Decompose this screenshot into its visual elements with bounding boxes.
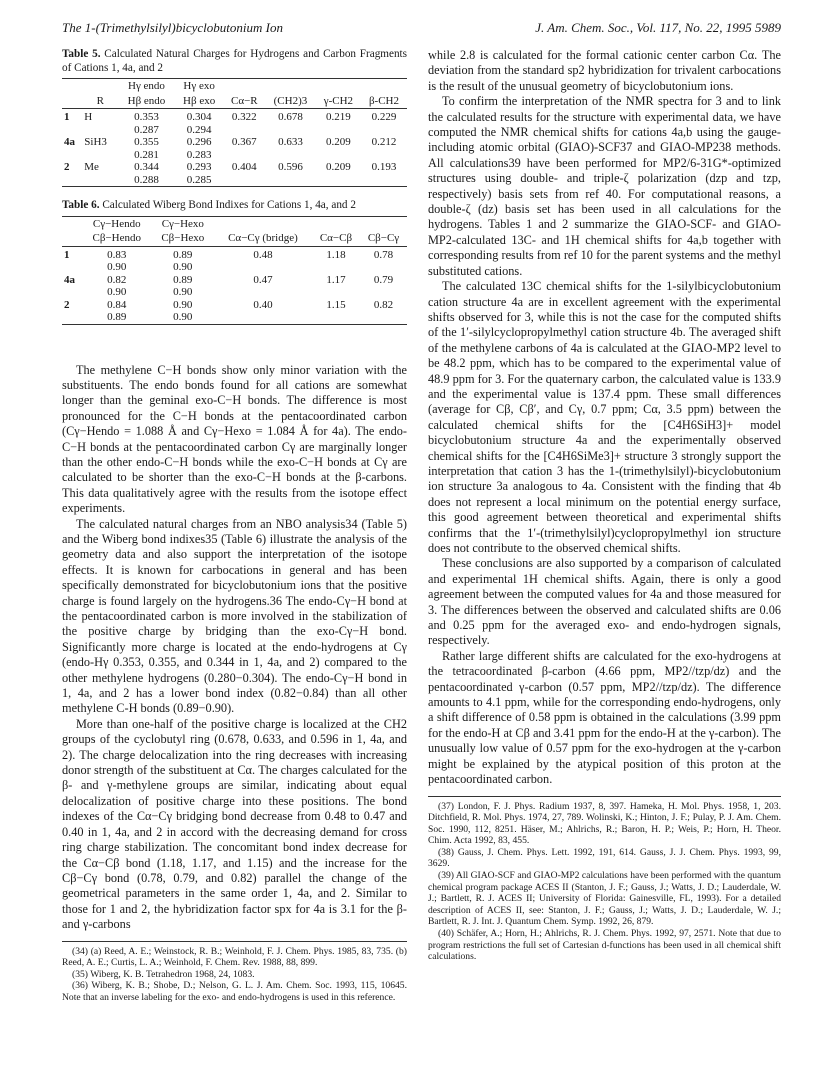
table5-header-cell bbox=[224, 79, 265, 94]
body-paragraph: The methylene C−H bonds show only minor variation with the substituents. The endo bonds found for all cations are somewhat longer than the geminal exo-C−H bonds. The difference is most pronounced for the C−H bonds at the pentacoordinated carbon (Cγ−Hendo = 1.088 Å and Cγ−Hexo = 1.084 Å for 4a). The endo-C−H bonds at the pentacoordinated carbon Cγ are marginally longer than the other endo-C−H bonds while the exo-C−H bonds at Cγ are calculated to be shorter than the exo-C−H bonds at the β-carbons. This data qualitatively agree with the results from the isotope effect experiments. bbox=[62, 362, 407, 516]
table6-cell: 1 bbox=[64, 248, 70, 261]
table5-header-cell: Hβ endo bbox=[118, 94, 174, 109]
table5-header-cell bbox=[316, 79, 361, 94]
footnote: (37) London, F. J. Phys. Radium 1937, 8, 397. Hameka, H. Mol. Phys. 1958, 1, 203. Ditchfield, R. Mol. Phys. 1974, 27, 789. Wolinski, K.; Hinton, J. F.; Pulay, P. J. Am. Chem. Soc. 1990, 112, 8251. Häser, M.; Ahlrichs, R.; Baron, H. P.; Weis, P.; Horn, H. Theor. Chim. Acta 1992, 83, 455. bbox=[428, 800, 781, 847]
table6-cell: 0.83 bbox=[107, 248, 127, 261]
table6-cell: 0.82 bbox=[107, 273, 127, 286]
table-row bbox=[62, 274, 407, 287]
table5-cell bbox=[316, 124, 361, 137]
table6-cell bbox=[360, 286, 407, 299]
table5-cell: 0.287 bbox=[134, 123, 159, 136]
table5-cell: 0.344 bbox=[134, 161, 159, 173]
table5-header-cell: β-CH2 bbox=[361, 94, 407, 109]
footnote: (38) Gauss, J. Chem. Phys. Lett. 1992, 191, 614. Gauss, J. J. Chem. Phys. 1993, 99, 3629. bbox=[428, 846, 781, 870]
table-row bbox=[62, 174, 407, 187]
table5-cell: SiH3 bbox=[84, 136, 107, 148]
table6-cell bbox=[214, 261, 312, 274]
footnote: (34) (a) Reed, A. E.; Weinstock, R. B.; Weinhold, F. J. Chem. Phys. 1985, 83, 735. (b) Reed, A. E.; Curtis, L. A.; Weinhold, F. Chem. Rev. 1988, 88, 899. bbox=[62, 945, 407, 969]
table5-cell: 0.294 bbox=[186, 123, 212, 136]
table-row bbox=[62, 261, 407, 274]
table6-cell: 0.78 bbox=[373, 248, 394, 261]
table6-cell bbox=[360, 311, 407, 324]
table5-cell: 0.678 bbox=[278, 111, 303, 123]
table5-cell: 0.353 bbox=[134, 111, 159, 123]
table6-cell: 0.82 bbox=[373, 298, 394, 311]
table5-cell: 4a bbox=[64, 136, 75, 148]
table5-cell: 0.283 bbox=[186, 148, 212, 161]
table6-cell: 2 bbox=[64, 298, 70, 311]
table6-header-cell bbox=[214, 216, 312, 231]
table-row bbox=[62, 109, 407, 124]
table5-cell bbox=[361, 149, 407, 162]
body-paragraph: while 2.8 is calculated for the formal cationic center carbon Cα. The deviation from the standard sp2 hybridization for trivalent carbocations is the result of the unusual geometry of bicyclobutonium ions. bbox=[428, 48, 781, 93]
table-row bbox=[62, 161, 407, 174]
table5-cell: 0.633 bbox=[278, 136, 303, 148]
table5-header-cell bbox=[62, 79, 82, 94]
table5-cell: 0.209 bbox=[326, 161, 351, 173]
table6-cell: 0.79 bbox=[373, 273, 394, 286]
table5-cell bbox=[316, 174, 361, 187]
table6-cell: 4a bbox=[64, 273, 75, 286]
body-paragraph: The calculated 13C chemical shifts for the 1-silylbicyclobutonium cation structure 4a are in excellent agreement with the experimental shifts observed for 3, while this is not the case for the computed shifts of the 1′-silylcyclopropylmethyl cation structure 4b. The averaged shift of the methylene carbons of 4a is calculated at the GIAO-MP2 level to be 48.2 ppm, which has to be compared to the experimental value of 48.9 ppm for 3. For the quaternary carbon, the calculated value is 133.9 and the experimental value is 137.4 ppm. These small differences (average for Cβ, Cβ′, and Cγ, 0.7 ppm; Cα, 3.5 ppm) between the calculated chemical shifts for the [C4H6SiH3]+ model bicyclobutonium structure 4a and the experimentally observed chemical shifts for the [C4H6SiMe3]+ structure 3 strongly support the interpretation that cation 3 has the 1-(trimethylsilyl)-bicyclobutonium ion structure 3a analogous to 4a. Consistent with the finding that 4b does not represent a local minimum on the potential energy surface, this good agreement between theoretical and experimental shifts confirms that the 1′-(trimethylsilyl)cyclopropylmethyl ion structure does not contribute to the observed chemical shifts. bbox=[428, 279, 781, 555]
table6-cell: 1.15 bbox=[326, 298, 346, 311]
table-row bbox=[62, 299, 407, 312]
table-row bbox=[62, 246, 407, 261]
table5-cell: H bbox=[84, 111, 93, 123]
table6-header-cell: Cβ−Hexo bbox=[152, 231, 214, 246]
table5-caption bbox=[62, 48, 407, 75]
footnote-divider bbox=[428, 796, 781, 797]
body-paragraph: More than one-half of the positive charge is localized at the CH2 groups of the cyclobutyl ring (0.678, 0.633, and 0.596 in 1, 4a, and 2). The charge delocalization into the ring decreases with increasing donor strength of the substituent at Cα. The charges calculated for the β- and γ-methylene groups are similar, indicating about equal delocalization of positive charge into these positions. The bond indexes of the Cα−Cγ bridging bond decrease from 0.48 to 0.47 and 0.40 in 1, 4a, and 2 in accord with the decreasing demand for cross ring charge stabilization. The concomitant bond index decrease for the Cα−Cβ bond (1.18, 1.17, and 1.15) and the increase for the Cβ−Cγ bond (0.78, 0.79, and 0.82) parallel the change of the geometrical parameters in the same order 1, 4a, and 2. Similar to those for 1 and 2, the hybridization factor spx for 4a is 3.1 for the β- and γ-carbons bbox=[62, 716, 407, 932]
table6-cell: 1.18 bbox=[326, 248, 346, 261]
body-paragraph: The calculated natural charges from an NBO analysis34 (Table 5) and the Wiberg bond indixes35 (Table 6) illustrate the analysis of the geometry data and also support the interpretation of the isotope effects. It is known for carbocations in general and has been specifically demonstrated for bicyclobutonium ions that the positive charge is found largely on the hydrogens.36 The endo-Cγ−H bond at the pentacoordinated carbon is more involved in the stabilization of the positive charge by bridging than the exo-Cγ−H bond. Significantly more charge is located at the endo-hydrogens at Cγ (endo-Hγ 0.353, 0.355, and 0.344 in 1, 4a, and 2) compared to the other methylene hydrogens (0.280−0.304). The endo-Cγ−H bond in 1, 4a, and 2 has a lower bond index (0.82−0.84) than all other methylene C-H bonds (0.89−0.90). bbox=[62, 516, 407, 716]
table5-cell bbox=[224, 124, 265, 137]
table5-caption-text: Calculated Natural Charges for Hydrogens and Carbon Fragments of Cations 1, 4a, and 2 bbox=[62, 48, 408, 74]
table5-cell: 2 bbox=[64, 161, 70, 173]
table5-header-cell bbox=[265, 79, 316, 94]
table6-cell: 0.90 bbox=[152, 311, 214, 324]
table5-cell: 0.288 bbox=[118, 174, 174, 187]
table6-header-row-bottom bbox=[62, 231, 407, 246]
table5-cell bbox=[265, 149, 316, 162]
table6-header-cell: Cα−Cβ bbox=[312, 231, 360, 246]
table5 bbox=[62, 78, 407, 187]
table6-header-cell: Cβ−Hendo bbox=[82, 231, 152, 246]
table6-caption-label: Table 6. bbox=[62, 199, 100, 211]
table5-cell bbox=[265, 174, 316, 187]
table6-cell: 0.47 bbox=[253, 273, 273, 286]
table6-header-cell: Cα−Cγ (bridge) bbox=[214, 231, 312, 246]
table5-cell: 0.296 bbox=[186, 136, 212, 148]
table6-cell: 0.48 bbox=[253, 248, 273, 261]
table5-cell: 0.212 bbox=[371, 136, 397, 148]
table5-header-cell bbox=[82, 79, 118, 94]
table5-header-row-top bbox=[62, 79, 407, 94]
table5-cell bbox=[224, 174, 265, 187]
table5-cell bbox=[316, 149, 361, 162]
table5-cell bbox=[265, 124, 316, 137]
table6-header-cell: Cγ−Hexo bbox=[152, 216, 214, 231]
footnote: (36) Wiberg, K. B.; Shobe, D.; Nelson, G. L. J. Am. Chem. Soc. 1993, 115, 10645. Note that an inverse labeling for the exo- and endo-hydrogens is used in this reference. bbox=[62, 980, 407, 1003]
table-row bbox=[62, 149, 407, 162]
table6-header-cell: Cγ−Hendo bbox=[82, 216, 152, 231]
table5-cell bbox=[361, 174, 407, 187]
table5-cell: 0.229 bbox=[371, 111, 397, 123]
table6-cell: 1.17 bbox=[326, 273, 346, 286]
table5-header-cell: (CH2)3 bbox=[265, 94, 316, 109]
table6-cell: 0.89 bbox=[82, 311, 152, 324]
table5-cell bbox=[62, 174, 82, 187]
left-column bbox=[62, 48, 407, 1004]
table6-cell: 0.90 bbox=[173, 261, 193, 273]
table6-cell bbox=[62, 286, 82, 299]
table6-cell bbox=[62, 261, 82, 274]
footnote-divider bbox=[62, 941, 407, 942]
table-row bbox=[62, 311, 407, 324]
table5-cell bbox=[62, 124, 82, 137]
table6-header-row-top bbox=[62, 216, 407, 231]
table5-caption-label: Table 5. bbox=[62, 48, 101, 60]
running-head-citation: J. Am. Chem. Soc., Vol. 117, No. 22, 1995 5989 bbox=[535, 20, 781, 35]
table6-cell: 0.89 bbox=[173, 248, 193, 261]
table6-cell: 0.90 bbox=[173, 298, 193, 311]
table5-header-cell: Hβ exo bbox=[175, 94, 224, 109]
table5-cell: 0.193 bbox=[371, 161, 397, 173]
table5-cell: 0.355 bbox=[134, 136, 159, 148]
right-column bbox=[428, 48, 781, 963]
table6-cell bbox=[62, 311, 82, 324]
table5-cell: 0.293 bbox=[186, 161, 212, 173]
table6-header-cell bbox=[62, 231, 82, 246]
table6-cell: 0.40 bbox=[253, 298, 273, 311]
table5-header-row-bottom bbox=[62, 94, 407, 109]
table5-cell bbox=[82, 149, 118, 162]
table6-header-cell bbox=[62, 216, 82, 231]
table5-cell: 0.219 bbox=[326, 111, 351, 123]
table5-header-cell bbox=[62, 94, 82, 109]
body-paragraph: To confirm the interpretation of the NMR spectra for 3 and to link the calculated results for the structure with experimental data, we have computed the NMR chemical shifts for cations 4a,b using the gauge-including atomic orbital (GIAO)-SCF37 and GIAO-MP238 methods. All calculations39 have been performed for MP2/6-31G*-optimized structures using double- and triple-ζ polarization (dzp and tzp, respectively) basis sets from ref 40. For computational reasons, a double-ζ (dz) basis set has been used in all calculations for the hydrogens. Tables 1 and 2 summarize the GIAO-SCF- and GIAO-MP2-calculated 13C- and 1H chemical shifts for 4a,b together with corresponding results from ref 10 for the parent systems and the methyl substituted cations. bbox=[428, 94, 781, 278]
table6 bbox=[62, 216, 407, 325]
body-paragraph: These conclusions are also supported by a comparison of calculated and experimental 1H chemical shifts. Again, there is only a good agreement between the computed values for 4a and those measured for 3. The differences between the observed and calculated shifts are 0.06 and 0.25 ppm for the averaged exo- and endo-hydrogen signals, respectively. bbox=[428, 556, 781, 648]
table5-cell bbox=[361, 124, 407, 137]
table6-cell: 0.90 bbox=[107, 286, 127, 298]
table6-cell: 0.89 bbox=[173, 273, 193, 286]
footnote: (35) Wiberg, K. B. Tetrahedron 1968, 24, 1083. bbox=[72, 968, 255, 980]
table5-cell bbox=[82, 124, 118, 137]
table-row bbox=[62, 286, 407, 299]
table5-cell bbox=[62, 149, 82, 162]
table6-cell bbox=[312, 311, 360, 324]
table6-cell: 0.90 bbox=[173, 286, 193, 298]
table6-cell bbox=[312, 286, 360, 299]
running-head bbox=[62, 20, 781, 38]
table5-cell: 0.404 bbox=[231, 161, 257, 173]
table5-cell: 0.322 bbox=[231, 111, 257, 123]
table5-cell: Me bbox=[84, 161, 99, 173]
table5-header-cell: Hγ endo bbox=[118, 79, 174, 94]
table5-cell: 0.304 bbox=[186, 111, 212, 123]
footnote: (39) All GIAO-SCF and GIAO-MP2 calculations have been performed with the quantum chemical program package ACES II (Stanton, J. F.; Gauss, J.; Watts, J. D.; Lauderdale, W. J.; Bartlett, R. J. ACES II; University of Florida: Gainesville, FL, 1993). For a detailed description of ACES II, see: Stanton, J. F.; Gauss, J.; Watts, J. D.; Lauderdale, W. J.; Bartlett, R. J. Int. J. Quantum Chem. Symp. 1992, 26, 879. bbox=[428, 870, 781, 928]
table6-caption bbox=[62, 199, 407, 213]
table-row bbox=[62, 136, 407, 149]
table5-header-cell: Hγ exo bbox=[175, 79, 224, 94]
table6-header-cell bbox=[360, 216, 407, 231]
body-paragraph: Rather large different shifts are calculated for the exo-hydrogens at the tetracoordinated β-carbon (4.66 ppm, MP2//tzp/dz) and the pentacoordinated γ-carbon (0.57 ppm, MP2//tzp/dz). The difference amounts to 4.1 ppm, while for the corresponding endo-hydrogens, only a shift difference of 0.58 ppm is obtained in the calculations (3.99 ppm for the endo-H at Cβ and 3.41 ppm for the endo-H at the γ-carbon). The unusually low value of 0.57 ppm for the exo-hydrogen at the γ-carbon might be explained by the atypical position of this proton at the pentacoordinated carbon. bbox=[428, 648, 781, 787]
running-head-title: The 1-(Trimethylsilyl)bicyclobutonium Ion bbox=[62, 20, 283, 35]
table6-cell bbox=[214, 311, 312, 324]
table5-header-cell: Cα−R bbox=[224, 94, 265, 109]
table6-cell bbox=[360, 261, 407, 274]
table5-cell: 0.285 bbox=[175, 174, 224, 187]
table5-cell bbox=[82, 174, 118, 187]
table5-cell: 0.281 bbox=[134, 148, 159, 161]
table6-header-cell: Cβ−Cγ bbox=[360, 231, 407, 246]
table5-cell: 1 bbox=[64, 111, 70, 123]
table6-cell bbox=[312, 261, 360, 274]
table5-cell: 0.596 bbox=[278, 161, 303, 173]
table6-cell: 0.90 bbox=[107, 261, 127, 273]
footnote: (40) Schäfer, A.; Horn, H.; Ahlrichs, R. J. Chem. Phys. 1992, 97, 2571. Note that due to program restrictions the full set of Cartesian d-functions has been used in all chemical shift calculations. bbox=[428, 928, 781, 963]
table5-cell bbox=[224, 149, 265, 162]
table6-cell: 0.84 bbox=[107, 298, 127, 311]
table6-caption-text: Calculated Wiberg Bond Indixes for Cations 1, 4a, and 2 bbox=[102, 199, 356, 211]
table5-header-cell: γ-CH2 bbox=[316, 94, 361, 109]
table5-cell: 0.367 bbox=[231, 136, 257, 148]
table6-header-cell bbox=[312, 216, 360, 231]
table6-cell bbox=[214, 286, 312, 299]
table5-cell: 0.209 bbox=[326, 136, 351, 148]
table5-header-cell bbox=[361, 79, 407, 94]
table-row bbox=[62, 124, 407, 137]
table5-header-cell: R bbox=[82, 94, 118, 109]
